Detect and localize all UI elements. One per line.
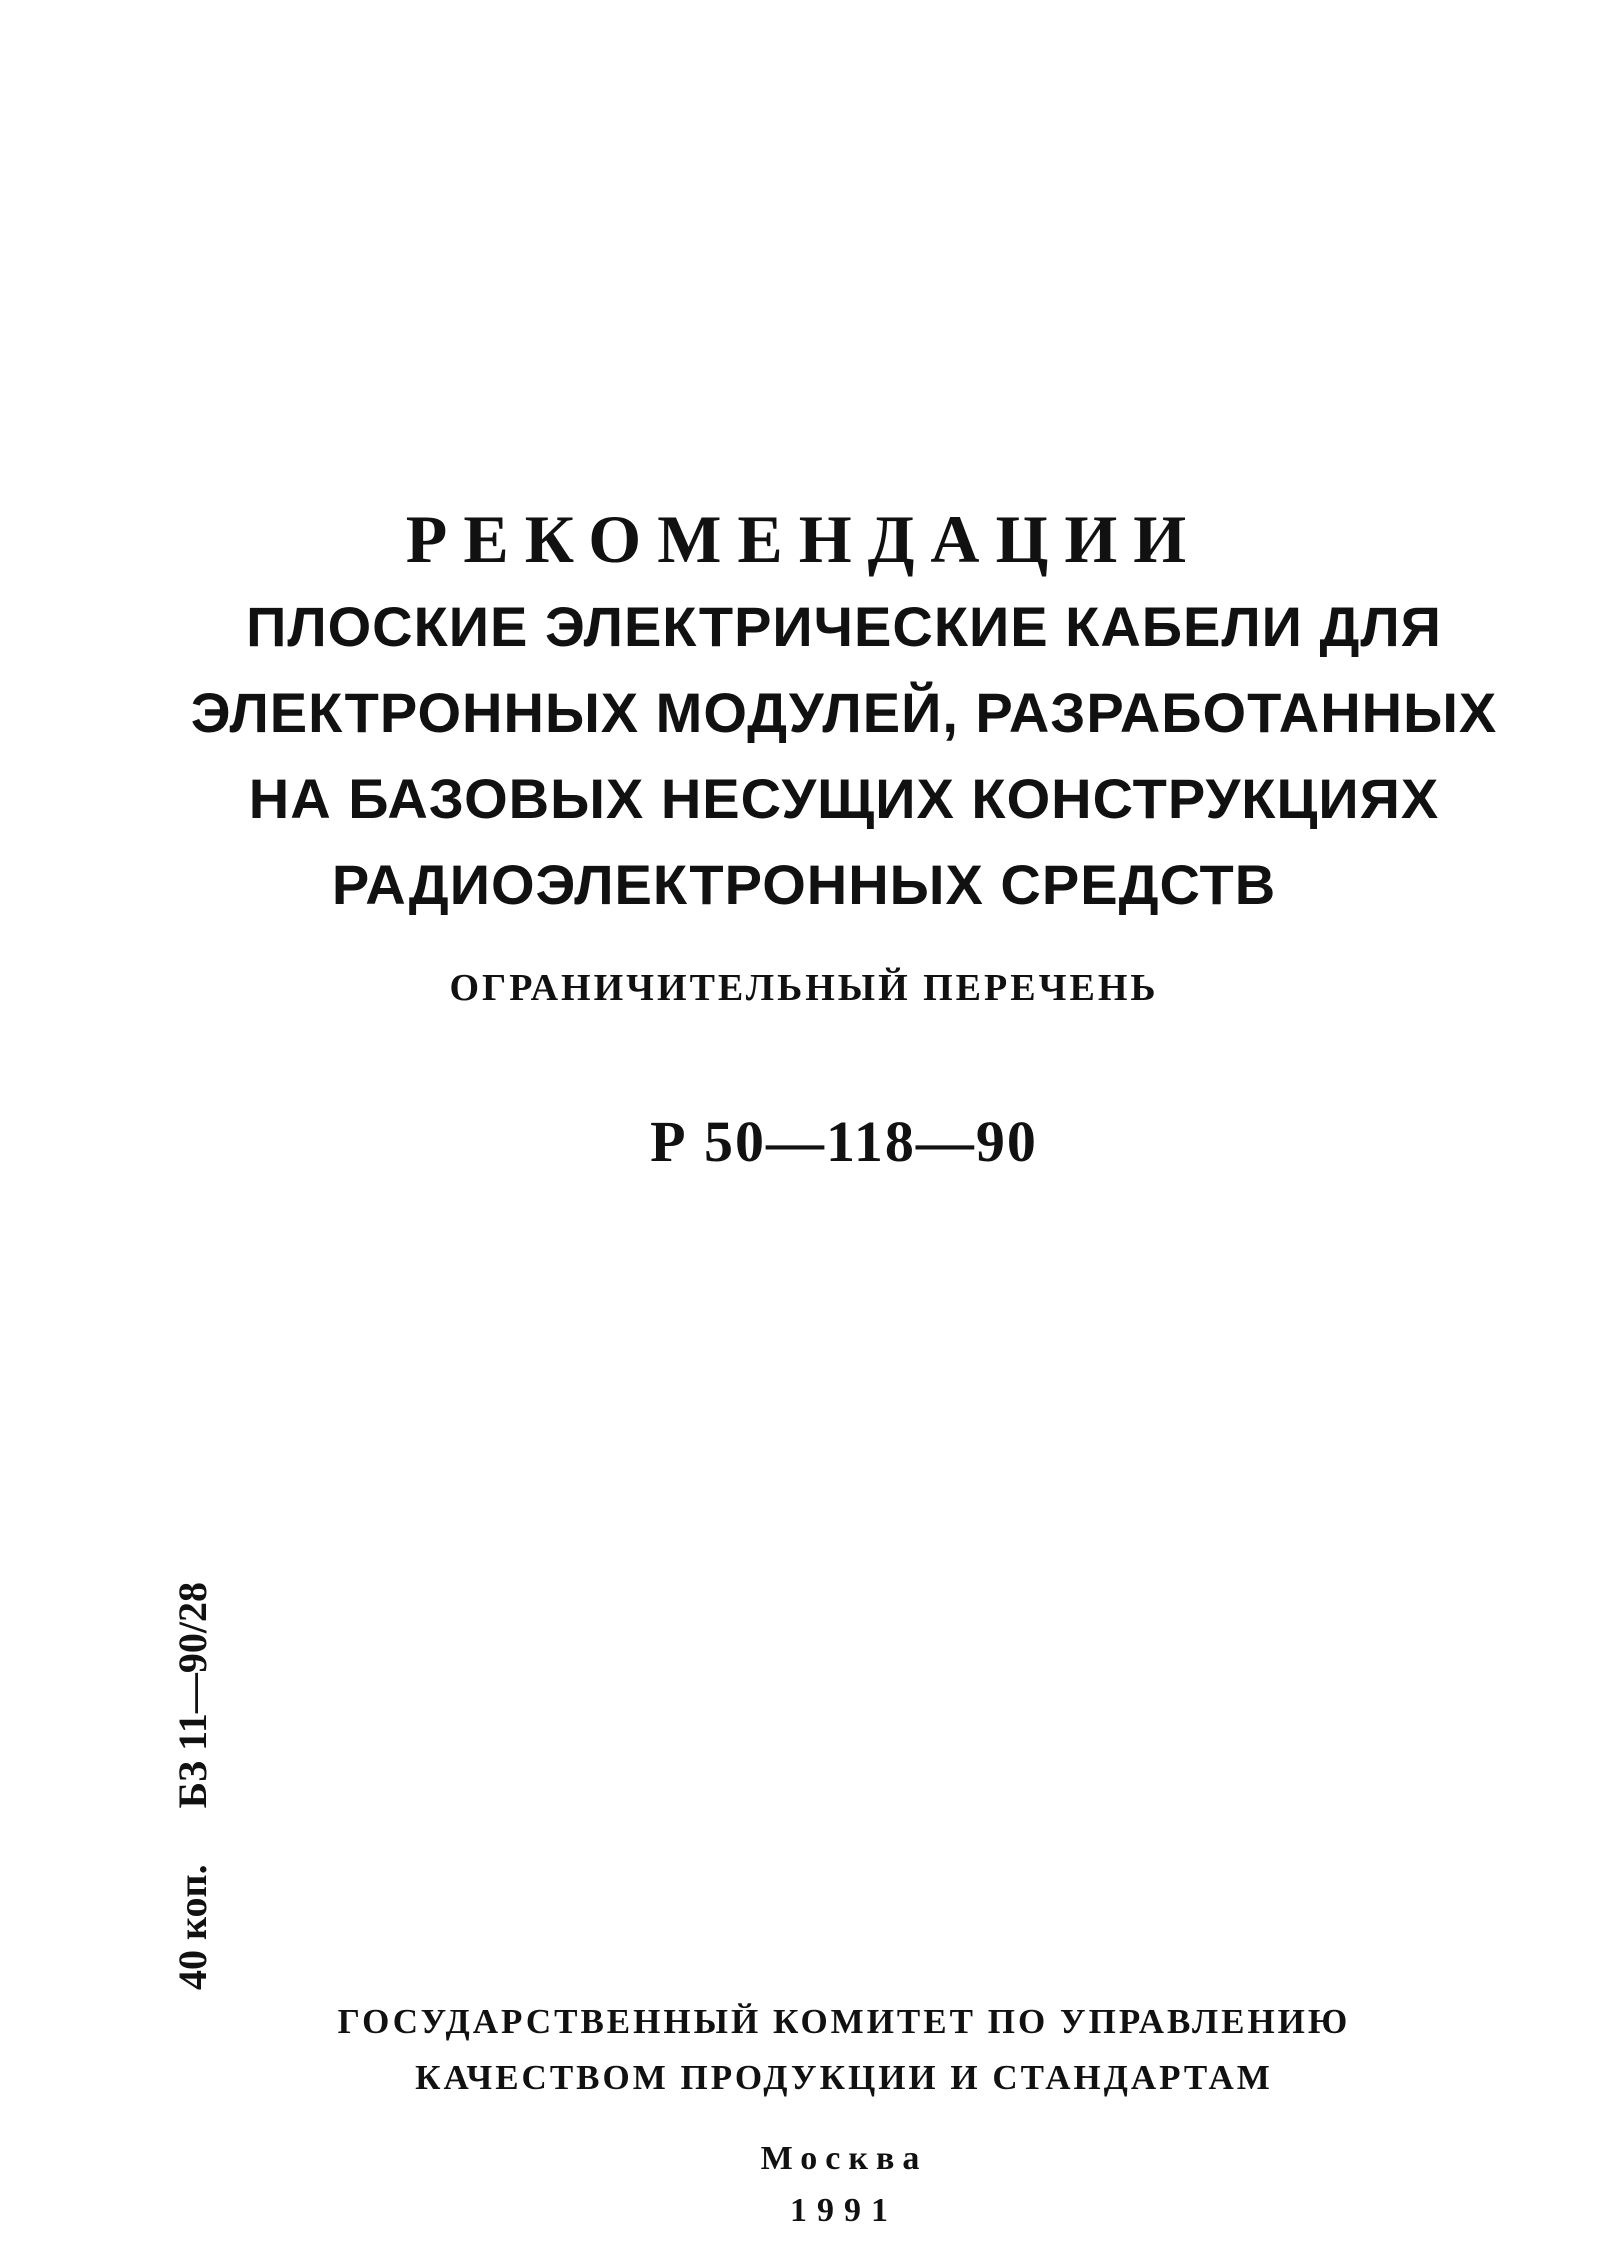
side-note — [170, 1490, 216, 1990]
catalog-reference: БЗ 11—90/28 — [170, 1581, 215, 1809]
price-label: 40 коп. — [170, 1864, 215, 1990]
publication-city: Москва — [760, 2140, 928, 2177]
title-line-4: РАДИОЭЛЕКТРОННЫХ СРЕДСТВ — [331, 853, 1277, 916]
document-subtitle: ОГРАНИЧИТЕЛЬНЫЙ ПЕРЕЧЕНЬ — [449, 967, 1159, 1009]
title-line-1: ПЛОСКИЕ ЭЛЕКТРИЧЕСКИЕ КАБЕЛИ ДЛЯ — [246, 595, 1442, 658]
title-line-2: ЭЛЕКТРОННЫХ МОДУЛЕЙ, РАЗРАБОТАННЫХ — [190, 681, 1498, 744]
publication-year: 1991 — [790, 2192, 898, 2229]
publisher-line-2: КАЧЕСТВОМ ПРОДУКЦИИ И СТАНДАРТАМ — [415, 2058, 1273, 2097]
title-line-3: НА БАЗОВЫХ НЕСУЩИХ КОНСТРУКЦИЯХ — [248, 767, 1440, 830]
document-code: Р 50—118—90 — [650, 1109, 1038, 1174]
publisher-line-1: ГОСУДАРСТВЕННЫЙ КОМИТЕТ ПО УПРАВЛЕНИЮ — [337, 2002, 1351, 2041]
document-heading: РЕКОМЕНДАЦИИ — [405, 501, 1203, 577]
